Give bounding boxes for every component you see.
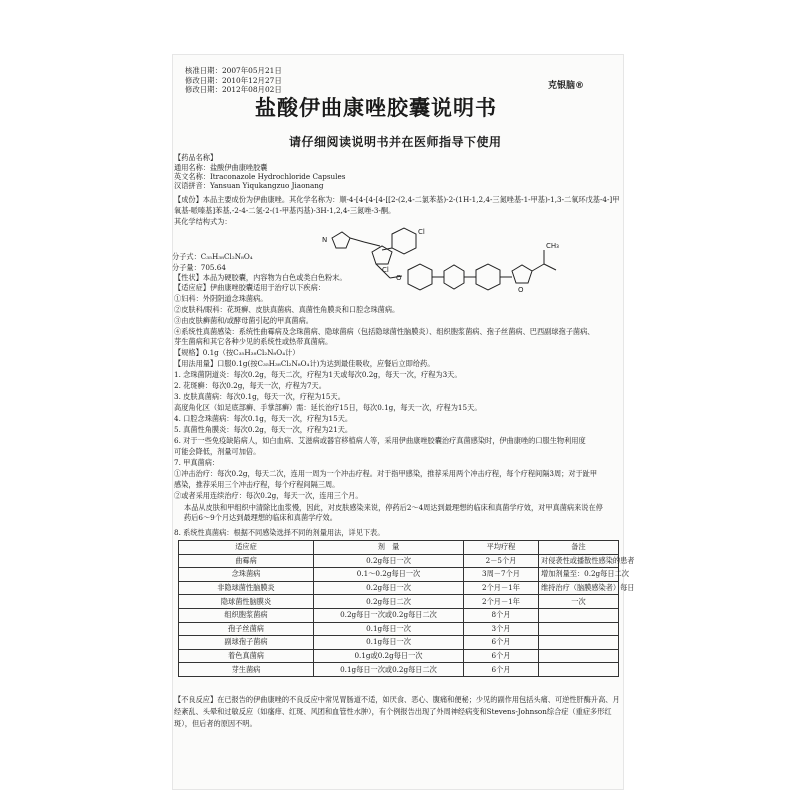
body-line: ②或者采用连续治疗：每次0.2g，每天一次，连用三个月。	[174, 491, 363, 500]
body-line: 【用法用量】口服0.1g(按C₃₅H₃₈Cl₂N₈O₄计)为达到最佳吸收，应餐后立即给药。	[174, 359, 435, 368]
table-cell: 隐球菌性脑膜炎	[179, 595, 314, 609]
svg-text:Cl: Cl	[418, 228, 425, 236]
table-cell	[539, 663, 619, 677]
composition-text: 【成份】本品主要成份为伊曲康唑。其化学名称为：顺-4-[4-[4-[4-[[2-(2,4-二氯苯基)-2-(1H-1,2,4-三氮唑基-1-甲基)-1,3-二氧环戊基-4-]甲氧基-哌嗪基]苯基,-2-4-二氢-2-(1-甲基丙基)-3H-1,2,4-三氮唑-3-酮。	[174, 195, 620, 215]
table-header: 平均疗程	[464, 541, 539, 555]
clearance-note: 本品从皮肤和甲组织中清除比血浆慢，因此，对皮肤感染来说，停药后2～4周达到最理想的临床和真菌学疗效，对甲真菌病来说在停药后6～9个月达到最理想的临床和真菌学疗效。	[184, 503, 603, 523]
table-cell	[539, 608, 619, 622]
table-cell: 孢子丝菌病	[179, 622, 314, 636]
table-cell: 3个月	[464, 622, 539, 636]
formula-block	[172, 252, 617, 270]
structure-label: 其化学结构式为：	[174, 217, 232, 226]
table-row	[179, 622, 619, 636]
table-cell: 芽生菌病	[179, 663, 314, 677]
table-row	[179, 608, 619, 622]
table-row	[179, 554, 619, 568]
table-cell: 0.2g每日一次	[314, 554, 464, 568]
body-line: 【适应症】伊曲康唑胶囊适用于治疗以下疾病：	[174, 283, 325, 292]
revision-dates	[185, 66, 282, 95]
svg-text:O: O	[396, 274, 402, 282]
table-row	[179, 636, 619, 650]
table-row	[179, 595, 619, 609]
table-row	[179, 663, 619, 677]
table-header: 备注	[539, 541, 619, 555]
body-line: 4. 口腔念珠菌病：每次0.1g，每天一次，疗程为15天。	[174, 414, 353, 423]
table-header: 剂 量	[314, 541, 464, 555]
table-cell: 2个月－1年	[464, 595, 539, 609]
table-cell: 0.1g每日一次或0.2g每日二次	[314, 663, 464, 677]
body-line: 6. 对于一些免疫缺陷病人，如白血病、艾滋病或器官移植病人等，采用伊曲康唑胶囊治疗真菌感染时，伊曲康唑的口服生物利用度	[174, 436, 586, 445]
table-cell: 0.1g或0.2g每日一次	[314, 649, 464, 663]
table-cell: 非隐球菌性脑膜炎	[179, 581, 314, 595]
table-cell: 6个月	[464, 649, 539, 663]
table-row	[179, 568, 619, 582]
date-line: 核准日期：2007年05月21日	[185, 66, 282, 75]
table-cell: 念珠菌病	[179, 568, 314, 582]
body-line: 【性状】本品为硬胶囊，内容物为白色或类白色粉末。	[174, 273, 347, 282]
svg-text:N: N	[322, 236, 328, 244]
table-cell: 0.1g每日一次	[314, 622, 464, 636]
body-line: 高度角化区（如足底部癣、手掌部癣）需：延长治疗15日，每次0.1g，每天一次，疗程为15天。	[174, 403, 482, 412]
table-cell: 增加剂量至：0.2g每日二次	[539, 568, 619, 582]
body-line: 1. 念珠菌阴道炎：每次0.2g，每天二次，疗程为1天或每次0.2g，每天一次，疗程为3天。	[174, 370, 462, 379]
table-cell	[539, 649, 619, 663]
table-cell: 维持治疗（脑膜感染者）每日	[539, 581, 619, 595]
table-cell: 副球孢子菌病	[179, 636, 314, 650]
table-cell: 3周－7个月	[464, 568, 539, 582]
svg-text:Cl: Cl	[382, 266, 389, 274]
body-line: 3. 皮肤真菌病：每次0.1g，每天一次，疗程为15天。	[174, 392, 345, 401]
adverse-reactions: 【不良反应】在已报告的伊曲康唑的不良反应中常见胃肠道不适，如厌食、恶心、腹痛和便秘；少见的副作用包括头痛、可逆性肝酶升高、月经紊乱、头晕和过敏反应（如瘙痒、红斑、风团和血管性水肿），有个例报告出现了外周神经病变和Stevens-Johnson综合症（重症多形红斑），但后者的原因不明。	[174, 695, 620, 728]
molecular-formula: 分子式：C₃₅H₃₈Cl₂N₈O₄	[172, 252, 253, 261]
systemic-note: 8. 系统性真菌病：根据不同感染选择不同的剂量用法，详见下表。	[174, 528, 385, 537]
body-line: 2. 花斑癣：每次0.2g，每天一次，疗程为7天。	[174, 381, 326, 390]
table-cell: 6个月	[464, 663, 539, 677]
table-cell: 2个月－1年	[464, 581, 539, 595]
table-cell: 2－5个月	[464, 554, 539, 568]
table-header: 适应症	[179, 541, 314, 555]
brand-logo: 克银脑®	[548, 81, 585, 91]
body-line: ②皮肤科/眼科：花斑癣、皮肤真菌病、真菌性角膜炎和口腔念珠菌病。	[174, 305, 400, 314]
body-line: ①冲击治疗：每次0.2g，每天二次，连用一周为一个冲击疗程。对于指甲感染，推荐采用两个冲击疗程，每个疗程间隔3周；对于趾甲	[174, 469, 598, 478]
english-name: 英文名称：Itraconazole Hydrochloride Capsules	[174, 172, 346, 181]
table-cell: 一次	[539, 595, 619, 609]
body-line: ④系统性真菌感染：系统性曲霉病及念珠菌病、隐球菌病（包括隐球菌性脑膜炎）、组织胞浆菌病、孢子丝菌病、巴西副球孢子菌病、	[174, 327, 595, 336]
table-cell: 对侵袭性或播散性感染的患者	[539, 554, 619, 568]
body-line: 7. 甲真菌病：	[174, 458, 220, 467]
table-cell: 6个月	[464, 636, 539, 650]
body-line: 【规格】0.1g（按C₃₅H₃₈Cl₂N₈O₄计）	[174, 348, 300, 357]
body-line: ①妇科：外阴阴道念珠菌病。	[174, 294, 268, 303]
generic-name: 通用名称：盐酸伊曲康唑胶囊	[174, 163, 268, 172]
table-row	[179, 581, 619, 595]
table-cell: 0.2g每日一次或0.2g每日二次	[314, 608, 464, 622]
table-cell: 曲霉病	[179, 554, 314, 568]
body-line: 5. 真菌性角膜炎：每次0.2g，每天一次，疗程为21天。	[174, 425, 353, 434]
body-line: ③由皮肤癣菌和/或酵母菌引起的甲真菌病。	[174, 316, 313, 325]
table-cell: 组织胞浆菌病	[179, 608, 314, 622]
table-cell: 着色真菌病	[179, 649, 314, 663]
table-cell: 0.2g每日二次	[314, 595, 464, 609]
table-cell: 0.1g每日一次	[314, 636, 464, 650]
table-cell: 0.2g每日一次	[314, 581, 464, 595]
table-cell: 0.1～0.2g每日一次	[314, 568, 464, 582]
table-header-row	[179, 541, 619, 555]
date-line: 修改日期：2010年12月27日	[185, 75, 282, 85]
table-cell: 8个月	[464, 608, 539, 622]
section-heading: 【药品名称】	[174, 153, 218, 162]
body-line: 感染，推荐采用三个冲击疗程，每个疗程间隔三周。	[174, 480, 340, 489]
table-cell	[539, 622, 619, 636]
molecular-weight: 分子量：705.64	[172, 263, 226, 272]
page-subtitle: 请仔细阅读说明书并在医师指导下使用	[289, 135, 502, 149]
body-line: 芽生菌病和其它各种少见的系统性或热带真菌病。	[174, 337, 333, 346]
body-line: 可能会降低，剂量可加倍。	[174, 447, 261, 456]
svg-text:CH₃: CH₃	[546, 242, 559, 250]
pinyin-name: 汉语拼音：Yansuan Yiqukangzuo Jiaonang	[174, 181, 324, 190]
date-line: 修改日期：2012年08月02日	[185, 85, 282, 95]
page-title: 盐酸伊曲康唑胶囊说明书	[255, 96, 497, 120]
svg-text:O: O	[518, 286, 524, 294]
table-cell	[539, 636, 619, 650]
dosage-table	[178, 540, 635, 677]
table-row	[179, 649, 619, 663]
